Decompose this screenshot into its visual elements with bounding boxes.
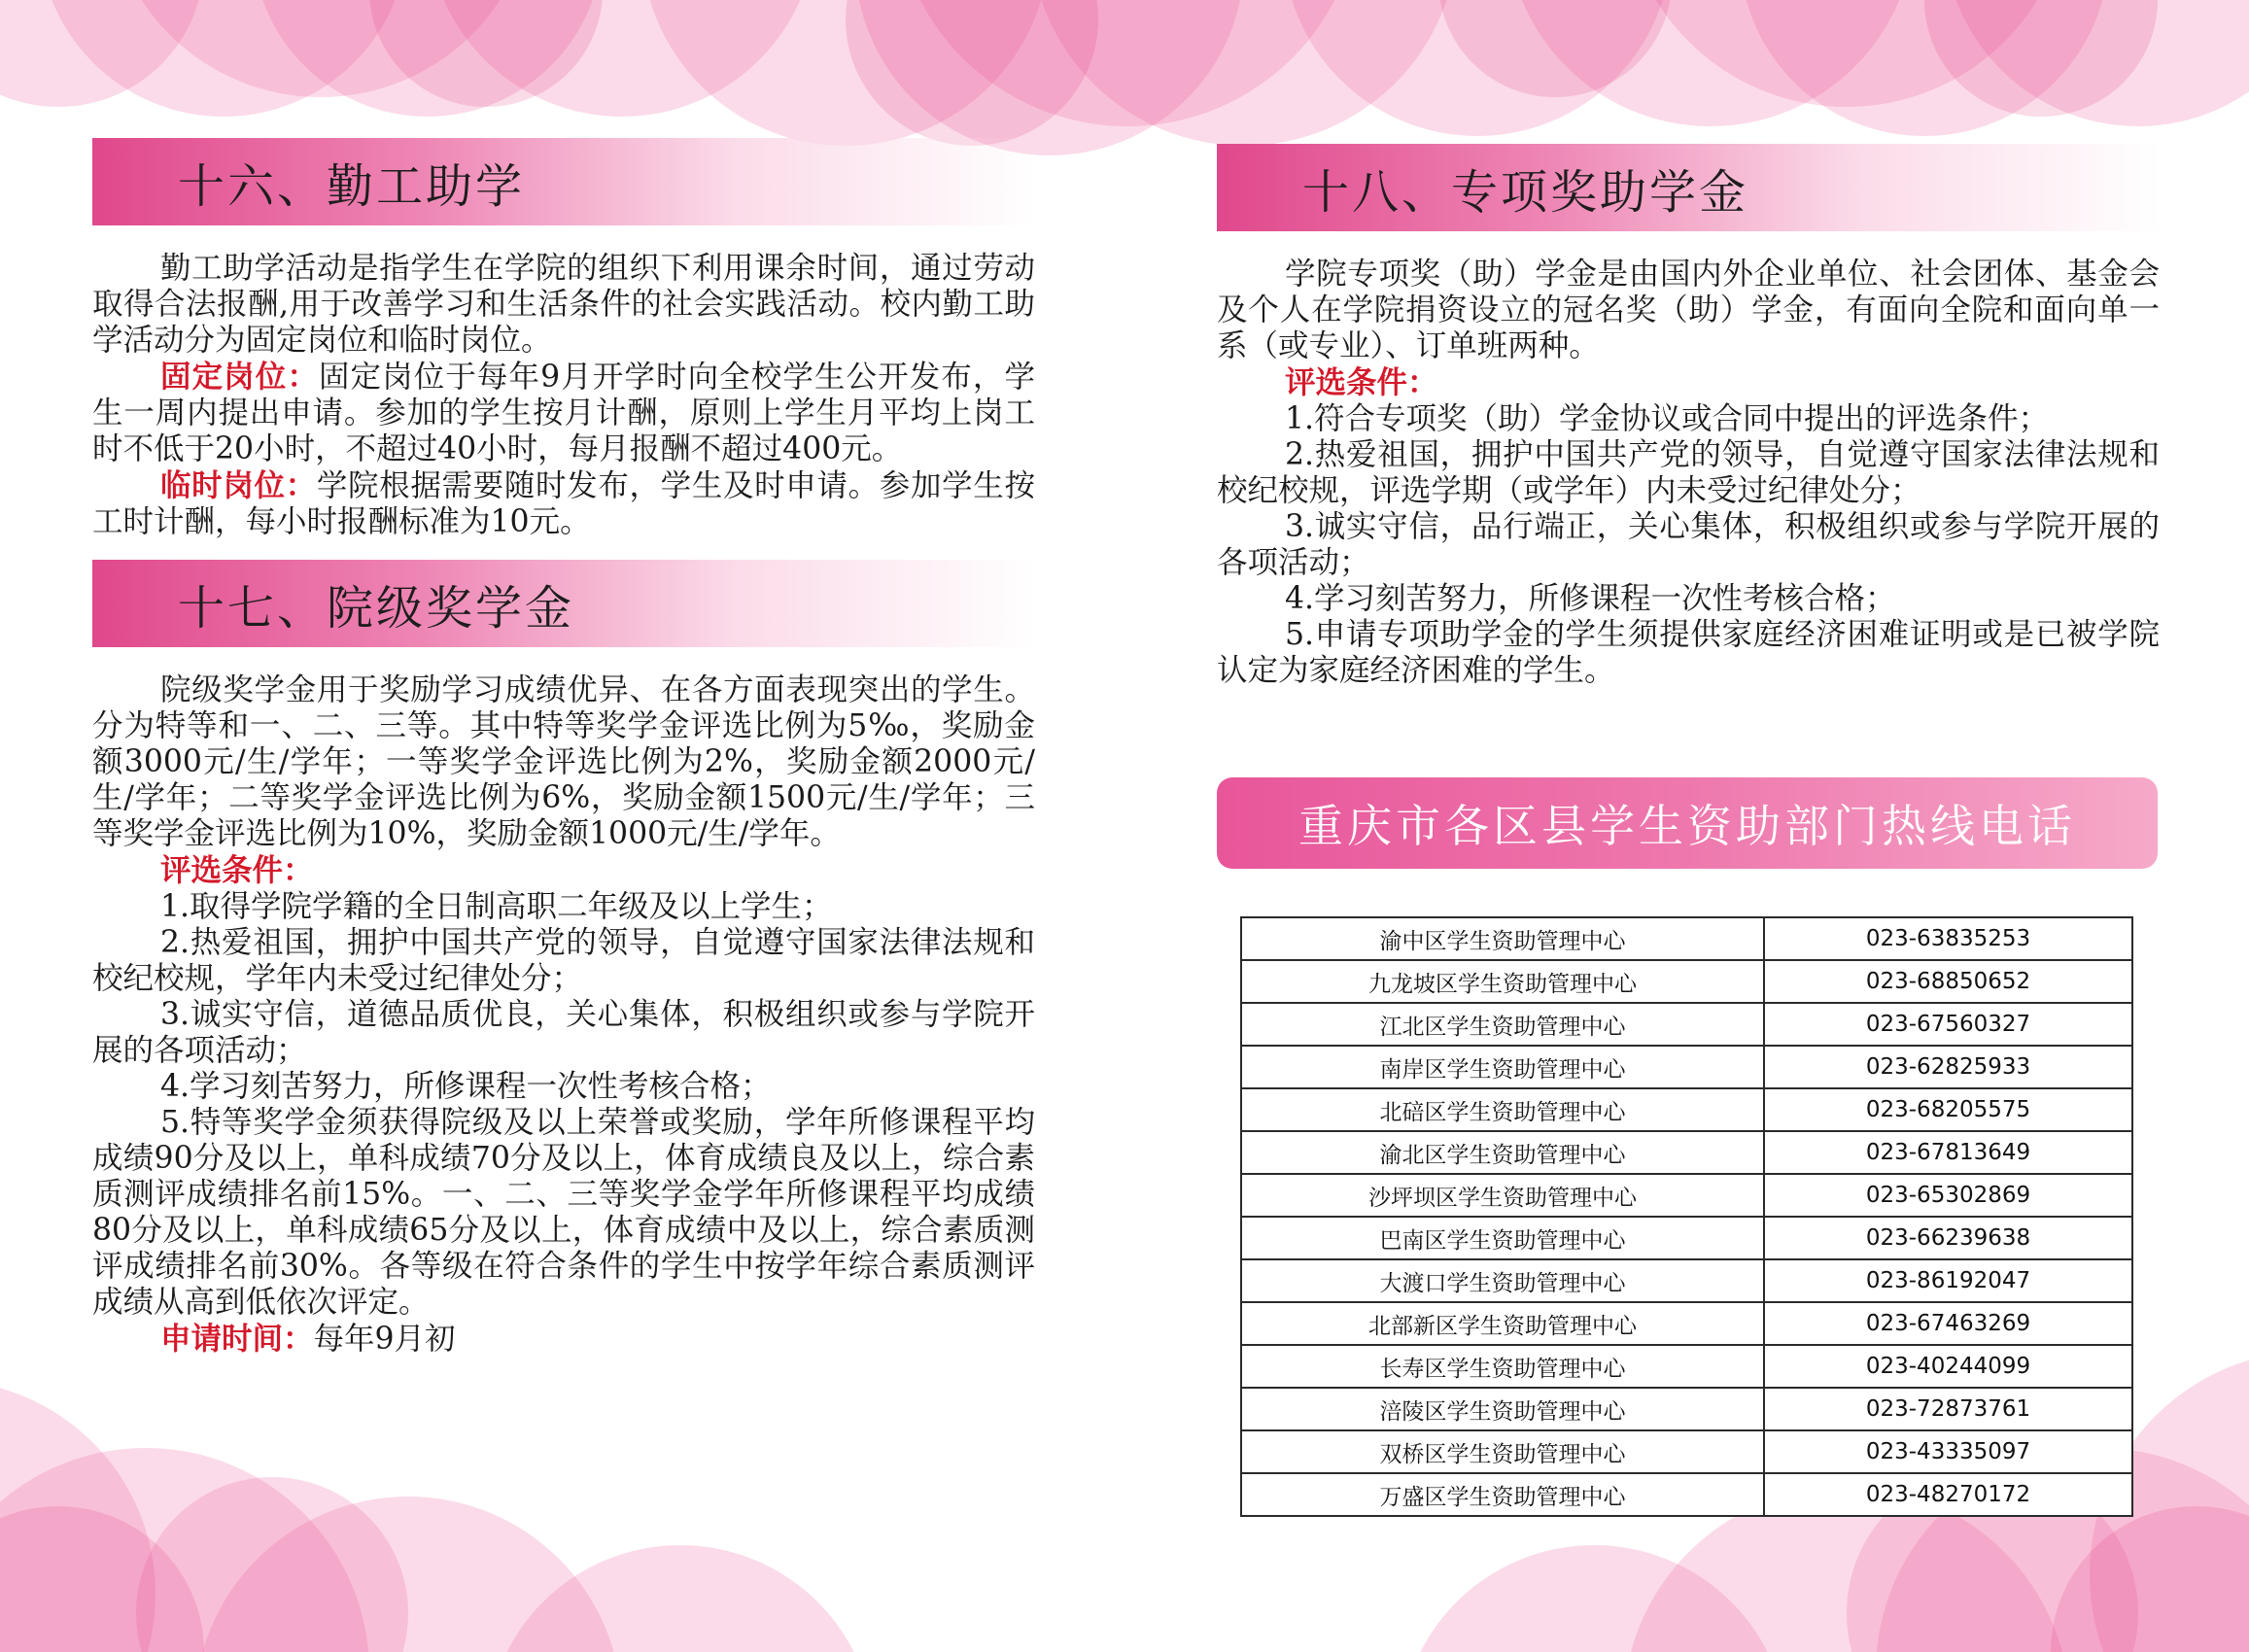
section18-intro: 学院专项奖（助）学金是由国内外企业单位、社会团体、基金会及个人在学院捐资设立的冠名奖（助）学金，有面向全院和面向单一系（或专业）、订单班两种。	[1217, 257, 2160, 363]
table-row	[1241, 917, 2132, 960]
center-name: 沙坪坝区学生资助管理中心	[1241, 1174, 1764, 1217]
phone-number: 023-86192047	[1764, 1259, 2132, 1302]
criteria-label: 评选条件：	[1285, 364, 1438, 400]
section18-criteria-heading	[1217, 364, 2160, 401]
table-row	[1241, 1473, 2132, 1516]
section16-intro: 勤工助学活动是指学生在学院的组织下利用课余时间，通过劳动取得合法报酬,用于改善学习和生活条件的社会实践活动。校内勤工助学活动分为固定岗位和临时岗位。	[92, 251, 1035, 358]
section17-intro: 院级奖学金用于奖励学习成绩优异、在各方面表现突出的学生。分为特等和一、二、三等。其中特等奖学金评选比例为5‰，奖励金额3000元/生/学年；一等奖学金评选比例为2%，奖励金额2000元/生/学年；二等奖学金评选比例为6%，奖励金额1500元/生/学年；三等奖学金评选比例为10%，奖励金额1000元/生/学年。	[92, 672, 1035, 851]
center-name: 南岸区学生资助管理中心	[1241, 1046, 1764, 1088]
section16-body	[92, 251, 1035, 540]
table-row	[1241, 1345, 2132, 1388]
phone-number: 023-68850652	[1764, 960, 2132, 1003]
center-name: 渝北区学生资助管理中心	[1241, 1131, 1764, 1174]
table-row	[1241, 1430, 2132, 1473]
table-row	[1241, 1088, 2132, 1131]
fixed-post-label: 固定岗位：	[160, 359, 319, 395]
center-name: 北部新区学生资助管理中心	[1241, 1302, 1764, 1345]
hotline-table	[1240, 916, 2133, 1517]
phone-number: 023-40244099	[1764, 1345, 2132, 1388]
criteria-item: 2.热爱祖国，拥护中国共产党的领导，自觉遵守国家法律法规和校纪校规，学年内未受过纪律处分；	[92, 925, 1035, 996]
section18-body	[1217, 257, 2160, 689]
section16-fixed	[92, 359, 1035, 467]
center-name: 巴南区学生资助管理中心	[1241, 1217, 1764, 1259]
criteria-item: 1.符合专项奖（助）学金协议或合同中提出的评选条件；	[1285, 401, 2050, 436]
phone-number: 023-72873761	[1764, 1388, 2132, 1430]
left-column	[92, 138, 1035, 1358]
center-name: 江北区学生资助管理中心	[1241, 1003, 1764, 1046]
criteria-item: 3.诚实守信，道德品质优良，关心集体，积极组织或参与学院开展的各项活动；	[92, 997, 1035, 1068]
section17-title: 十七、院级奖学金	[178, 580, 575, 636]
center-name: 北碚区学生资助管理中心	[1241, 1088, 1764, 1131]
center-name: 长寿区学生资助管理中心	[1241, 1345, 1764, 1388]
section16-temp	[92, 467, 1035, 540]
criteria-item: 5.特等奖学金须获得院级及以上荣誉或奖励，学年所修课程平均成绩90分及以上，单科成绩70分及以上，体育成绩良及以上，综合素质测评成绩排名前15%。一、二、三等奖学金学年所修课程平均成绩80分及以上，单科成绩65分及以上，体育成绩中及以上，综合素质测评成绩排名前30%。各等级在符合条件的学生中按学年综合素质测评成绩从高到低依次评定。	[92, 1105, 1035, 1320]
table-row	[1241, 1174, 2132, 1217]
phone-number: 023-67463269	[1764, 1302, 2132, 1345]
criteria-item: 4.学习刻苦努力，所修课程一次性考核合格；	[1285, 581, 1896, 616]
section16-title: 十六、勤工助学	[178, 158, 526, 214]
table-row	[1241, 1003, 2132, 1046]
criteria-item: 4.学习刻苦努力，所修课程一次性考核合格；	[160, 1069, 772, 1104]
fixed-post-text: 固定岗位于每年9月开学时向全校学生公开发布，学生一周内提出申请。参加的学生按月计酬，原则上学生月平均上岗工时不低于20小时，不超过40小时，每月报酬不超过400元。	[92, 360, 1035, 466]
temp-post-text: 学院根据需要随时发布，学生及时申请。参加学生按工时计酬，每小时报酬标准为10元。	[92, 468, 1035, 539]
table-row	[1241, 1259, 2132, 1302]
criteria-item: 5.申请专项助学金的学生须提供家庭经济困难证明或是已被学院认定为家庭经济困难的学生。	[1217, 617, 2160, 688]
apply-time-text: 每年9月初	[313, 1322, 456, 1357]
section17-body	[92, 672, 1035, 1358]
phone-number: 023-43335097	[1764, 1430, 2132, 1473]
phone-number: 023-65302869	[1764, 1174, 2132, 1217]
section17-criteria-heading	[92, 852, 1035, 889]
phone-number: 023-63835253	[1764, 917, 2132, 960]
criteria-item: 3.诚实守信，品行端正，关心集体，积极组织或参与学院开展的各项活动；	[1217, 509, 2160, 580]
hotline-title: 重庆市各区县学生资助部门热线电话	[1298, 800, 2076, 852]
section18-title: 十八、专项奖助学金	[1302, 164, 1749, 220]
section18-banner	[1217, 144, 2160, 231]
temp-post-label: 临时岗位：	[160, 467, 317, 503]
table-row	[1241, 1131, 2132, 1174]
table-row	[1241, 1388, 2132, 1430]
criteria-label: 评选条件：	[160, 852, 314, 888]
right-column	[1217, 144, 2160, 689]
phone-number: 023-62825933	[1764, 1046, 2132, 1088]
section16-banner	[92, 138, 1035, 225]
criteria-item: 1.取得学院学籍的全日制高职二年级及以上学生；	[160, 889, 833, 924]
table-row	[1241, 960, 2132, 1003]
center-name: 渝中区学生资助管理中心	[1241, 917, 1764, 960]
phone-number: 023-67560327	[1764, 1003, 2132, 1046]
table-row	[1241, 1046, 2132, 1088]
table-row	[1241, 1217, 2132, 1259]
center-name: 万盛区学生资助管理中心	[1241, 1473, 1764, 1516]
phone-number: 023-67813649	[1764, 1131, 2132, 1174]
center-name: 涪陵区学生资助管理中心	[1241, 1388, 1764, 1430]
phone-number: 023-48270172	[1764, 1473, 2132, 1516]
phone-number: 023-66239638	[1764, 1217, 2132, 1259]
center-name: 大渡口学生资助管理中心	[1241, 1259, 1764, 1302]
apply-time-label: 申请时间：	[160, 1321, 314, 1357]
criteria-item: 2.热爱祖国，拥护中国共产党的领导，自觉遵守国家法律法规和校纪校规，评选学期（或学年）内未受过纪律处分；	[1217, 437, 2160, 508]
center-name: 双桥区学生资助管理中心	[1241, 1430, 1764, 1473]
phone-number: 023-68205575	[1764, 1088, 2132, 1131]
table-row	[1241, 1302, 2132, 1345]
center-name: 九龙坡区学生资助管理中心	[1241, 960, 1764, 1003]
section17-apply-time	[92, 1321, 1035, 1358]
hotline-banner	[1217, 777, 2158, 869]
section17-banner	[92, 560, 1035, 647]
